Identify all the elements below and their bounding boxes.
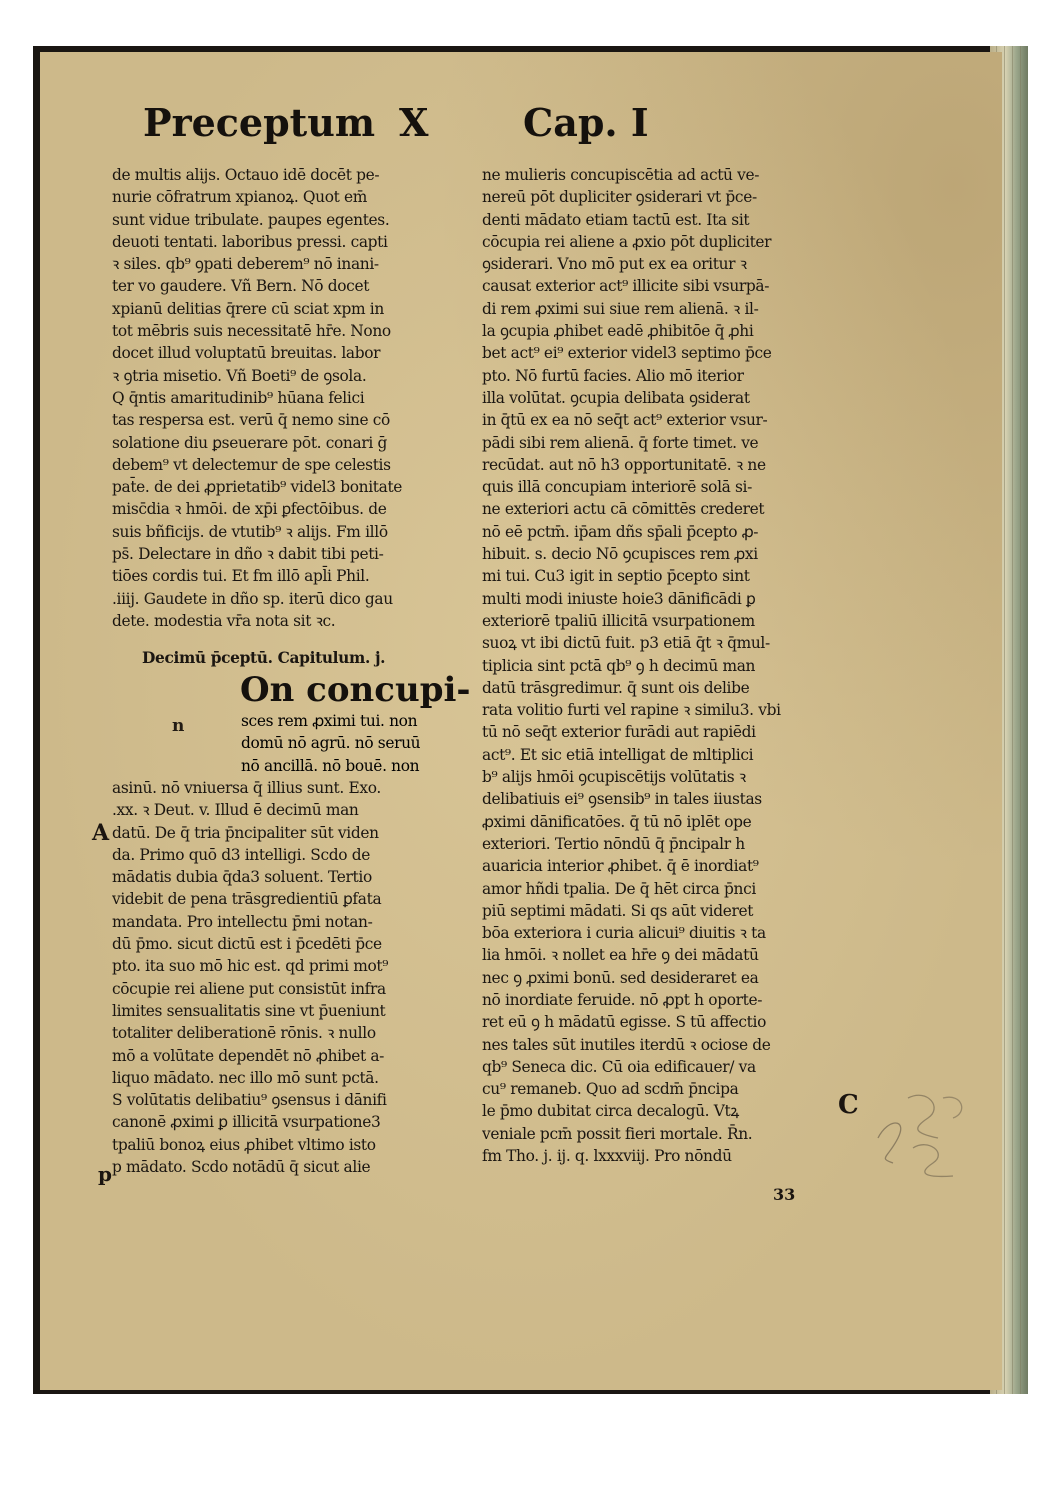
text-line: domū nō agrū. nō seruū [241, 734, 421, 753]
text-line: ter vo gaudere. Vñ Bern. Nō docet [112, 277, 370, 296]
text-line: suis bñficijs. de vtutib⁹ ꝛ alijs. Fm illō [112, 522, 388, 541]
text-line: ne exteriori actu cā cōmittēs crederet [482, 500, 765, 519]
left-column-top [112, 164, 462, 632]
margin-letter-c: C [838, 1090, 859, 1120]
chapter-heading [112, 647, 462, 669]
text-line: mādatis dubia q̄da3 soluent. Tertio [112, 868, 372, 887]
text-line: hibuit. s. decio Nō ꝯcupisces rem ꝓxi [482, 545, 758, 564]
text-line: mandata. Pro intellectu p̄mi notan- [112, 912, 373, 931]
text-line: tas respersa est. verū q̄ nemo sine cō [112, 411, 390, 430]
text-line: qb⁹ Seneca dic. Cū oia edificauer/ va [482, 1057, 756, 1076]
text-line: b⁹ alijs hmōi ꝯcupiscētijs volūtatis ꝛ [482, 768, 746, 787]
text-line: deuoti tentati. laboribus pressi. capti [112, 232, 388, 251]
text-line: .iiij. Gaudete in dño sp. iterū dico gau [112, 589, 393, 608]
running-head [143, 100, 703, 160]
left-column-bottom [112, 777, 462, 1178]
text-line: recūdat. aut nō h3 opportunitatē. ꝛ ne [482, 455, 766, 474]
text-line: pādi sibi rem alienā. q̄ forte timet. ve [482, 433, 759, 452]
text-line: cōcupie rei aliene put consistūt infra [112, 979, 386, 998]
text-line: dete. modestia vr̄a nota sit ꝛc. [112, 611, 336, 630]
right-column [482, 164, 822, 1167]
text-line: in q̄tū ex ea nō seq̄t act⁹ exterior vsur- [482, 411, 768, 430]
drop-cap-line: On concupi- [240, 670, 471, 710]
running-head-chapter: Cap. I [523, 100, 649, 145]
text-line: exteriori. Tertio nōndū q̄ p̄ncipalr h [482, 834, 745, 853]
text-line: nes tales sūt inutiles iterdū ꝛ ociose de [482, 1035, 771, 1054]
text-line: da. Primo quō d3 intelligi. Scdo de [112, 845, 370, 864]
guide-letter: n [172, 716, 185, 736]
text-line: tiplicia sint pctā qb⁹ ꝯ h decimū man [482, 656, 756, 675]
chapter-title: Decimū p̄ceptū. Capitulum. j. [142, 649, 386, 667]
text-line: totaliter deliberationē rōnis. ꝛ nullo [112, 1024, 376, 1043]
text-line: ne mulieris concupiscētia ad actū ve- [482, 166, 760, 184]
running-head-number: X [399, 100, 429, 145]
text-line: tpaliū bonoꝝ eius ꝓhibet vltimo isto [112, 1135, 376, 1154]
text-line: asinū. nō vniuersa q̄ illius sunt. Exo. [112, 779, 381, 797]
text-line: tiōes cordis tui. Et fm illō apl̄i Phil. [112, 567, 370, 586]
text-line: multi modi iniuste hoie3 dānificādi ꝑ [482, 589, 756, 608]
text-line: datū. De q̄ tria p̄ncipaliter sūt viden [112, 823, 379, 842]
margin-letter-a: A [92, 820, 110, 846]
margin-letter-p: p [98, 1162, 112, 1186]
text-line: fm Tho. j. ij. q. lxxxviij. Pro nōndū [482, 1147, 732, 1166]
text-line: ꝯsiderari. Vno mō put ex ea oritur ꝛ [482, 255, 747, 274]
text-line: nō ancillā. nō bouē. non [241, 756, 420, 775]
indented-lines [241, 710, 463, 777]
text-line: videbit de pena trāsgredientiū ꝑfata [112, 890, 382, 909]
text-line: la ꝯcupia ꝓhibet eadē ꝓhibitōe q̄ ꝓhi [482, 322, 754, 341]
text-line: ret eū ꝯ h mādatū egisse. S tū affectio [482, 1013, 766, 1032]
text-line: pat̄e. de dei ꝓprietatib⁹ videl3 bonitate [112, 478, 403, 497]
text-line: nec ꝯ ꝓximi bonū. sed desideraret ea [482, 968, 759, 987]
text-line: ꝛ siles. qb⁹ ꝯpati deberem⁹ nō inani- [112, 255, 379, 274]
text-line: mō a volūtate dependēt nō ꝓhibet a- [112, 1046, 385, 1065]
text-line: amor hñdi tpalia. De q̄ hēt circa p̄nci [482, 879, 756, 898]
text-line: pto. ita suo mō hic est. qd primi mot⁹ [112, 957, 389, 976]
text-line: xpianū delitias q̄rere cū sciat xpm in [112, 299, 384, 318]
folio-number: 33 [773, 1185, 796, 1204]
text-line: .xx. ꝛ Deut. v. Illud ē decimū man [112, 801, 359, 820]
text-line: limites sensualitatis sine vt p̄ueniunt [112, 1001, 386, 1020]
marginal-flourish [868, 1078, 978, 1188]
text-line: lia hmōi. ꝛ nollet ea hr̄e ꝯ dei mādatū [482, 946, 759, 965]
text-line: de multis alijs. Octauo idē docēt pe- [112, 166, 380, 184]
text-line: suoꝝ vt ibi dictū fuit. p3 etiā q̄t ꝛ q̄mul- [482, 634, 770, 653]
text-line: tū nō seq̄t exterior furādi aut rapiēdi [482, 723, 756, 742]
text-line: debem⁹ vt delectemur de spe celestis [112, 455, 391, 474]
text-line: illa volūtat. ꝯcupia delibata ꝯsiderat [482, 388, 750, 407]
text-line: liquo mādato. nec illo mō sunt pctā. [112, 1068, 379, 1087]
text-line: S volūtatis delibatiu⁹ ꝯsensus i dānifi [112, 1091, 387, 1110]
text-line: denti mādato etiam tactū est. Ita sit [482, 210, 750, 229]
text-line: bōa exteriora i curia alicui⁹ diuitis ꝛ ta [482, 924, 766, 943]
text-line: pto. Nō furtū facies. Alio mō iterior [482, 366, 744, 385]
text-line: mi tui. Cu3 igit in septio p̄cepto sint [482, 567, 750, 586]
text-line: nō inordiate feruide. nō ꝓpt h oporte- [482, 990, 763, 1009]
text-line: delibatiuis ei⁹ ꝯsensib⁹ in tales iiustas [482, 790, 762, 809]
text-line: causat exterior act⁹ illicite sibi vsurpā- [482, 277, 770, 296]
text-line: nō eē pctm̄. ip̄am dñs sp̄ali p̄cepto ꝓ- [482, 522, 759, 541]
running-head-left: Preceptum [143, 100, 376, 145]
text-line: docet illud voluptatū breuitas. labor [112, 344, 381, 363]
text-line: le p̄mo dubitat circa decalogū. Vtꝝ [482, 1102, 739, 1121]
text-line: sces rem ꝓximi tui. non [241, 712, 418, 730]
text-line: ꝛ ꝯtria misetio. Vñ Boeti⁹ de ꝯsola. [112, 366, 367, 385]
text-line: canonē ꝓximi ꝑ illicitā vsurpatione3 [112, 1113, 381, 1132]
text-line: Q q̄ntis amaritudinib⁹ hūana felici [112, 388, 365, 407]
text-line: sunt vidue tribulate. paupes egentes. [112, 210, 390, 229]
text-line: datū trāsgredimur. q̄ sunt ois delibe [482, 678, 750, 697]
text-line: nereū pōt dupliciter ꝯsiderari vt p̄ce- [482, 188, 757, 207]
text-line: dū p̄mo. sicut dictū est i p̄cedēti p̄ce [112, 935, 382, 954]
text-line: di rem ꝓximi sui siue rem alienā. ꝛ il- [482, 299, 759, 318]
text-line: solatione diu ꝑseuerare pōt. conari ḡ [112, 433, 387, 452]
text-line: auaricia interior ꝓhibet. q̄ ē inordiat⁹ [482, 857, 759, 876]
text-line: ꝓximi dānificatōes. q̄ tū nō iplēt ope [482, 812, 752, 831]
text-line: piū septimi mādati. Si qs aūt videret [482, 901, 754, 920]
text-line: veniale pcm̄ possit fieri mortale. R̄n. [482, 1124, 753, 1143]
text-line: nurie cōfratrum xpianoꝝ. Quot em̄ [112, 188, 368, 207]
text-line: act⁹. Et sic etiā intelligat de mltiplici [482, 745, 754, 764]
text-line: cōcupia rei aliene a ꝓxio pōt dupliciter [482, 232, 772, 251]
text-line: ps̄. Delectare in dño ꝛ dabit tibi peti- [112, 545, 384, 564]
text-line: misc̄dia ꝛ hmōi. de xp̄i ꝑfectōibus. de [112, 500, 387, 519]
text-line: quis illā concupiam interiorē solā si- [482, 478, 752, 497]
text-line: exteriorē tpaliū illicitā vsurpationem [482, 611, 755, 630]
text-line: rata volitio furti vel rapine ꝛ similu3. vbi [482, 701, 781, 720]
text-line: p mādato. Scdo notādū q̄ sicut alie [112, 1158, 371, 1177]
text-line: tot mēbris suis necessitatē hr̄e. Nono [112, 322, 391, 341]
text-line: bet act⁹ ei⁹ exterior videl3 septimo p̄ce [482, 344, 772, 363]
text-line: cu⁹ remaneb. Quo ad scdm̄ p̄ncipa [482, 1080, 739, 1099]
